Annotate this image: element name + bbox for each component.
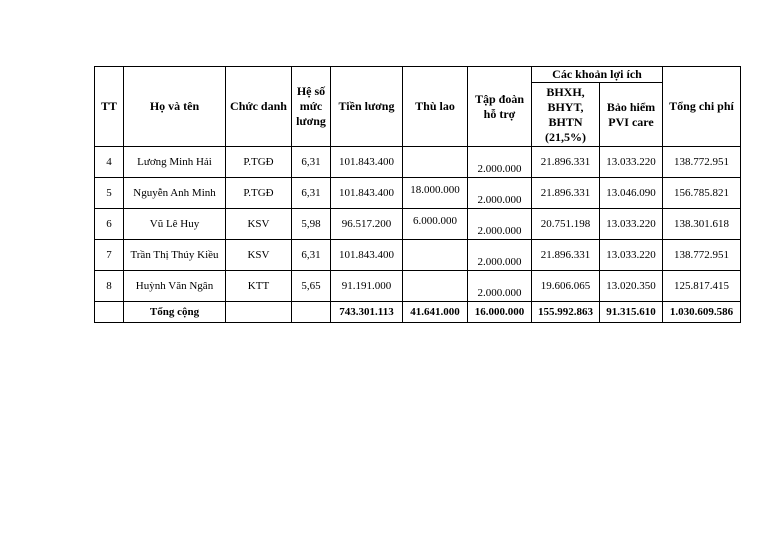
- cell-group-support: 2.000.000: [468, 240, 532, 271]
- cell-salary: 101.843.400: [331, 240, 403, 271]
- total-pvi: 91.315.610: [600, 302, 663, 323]
- cell-position: P.TGĐ: [226, 147, 292, 178]
- header-insurance: BHXH, BHYT, BHTN (21,5%): [532, 83, 600, 147]
- cell-position: P.TGĐ: [226, 178, 292, 209]
- cell-remuneration: 18.000.000: [403, 178, 468, 209]
- cell-total: 125.817.415: [663, 271, 741, 302]
- cell-total: 156.785.821: [663, 178, 741, 209]
- cell-tt: 6: [95, 209, 124, 240]
- total-remuneration: 41.641.000: [403, 302, 468, 323]
- table-row: [95, 209, 741, 240]
- cell-tt: 5: [95, 178, 124, 209]
- cell-salary: 96.517.200: [331, 209, 403, 240]
- table-row: [95, 147, 741, 178]
- cell-group-support: 2.000.000: [468, 209, 532, 240]
- cell-total: 138.301.618: [663, 209, 741, 240]
- table-row: [95, 178, 741, 209]
- cell-position: KTT: [226, 271, 292, 302]
- cell-coefficient: 5,98: [292, 209, 331, 240]
- cell-name: Trần Thị Thúy Kiều: [124, 240, 226, 271]
- cell-pvi: 13.020.350: [600, 271, 663, 302]
- cell-coefficient: 6,31: [292, 240, 331, 271]
- cell-coefficient: 6,31: [292, 178, 331, 209]
- cell-remuneration: 6.000.000: [403, 209, 468, 240]
- total-row: [95, 302, 741, 323]
- cell-coefficient: 6,31: [292, 147, 331, 178]
- header-tt: TT: [95, 67, 124, 147]
- cell-name: Lương Minh Hải: [124, 147, 226, 178]
- cell-insurance: 21.896.331: [532, 178, 600, 209]
- cell-name: Huỳnh Văn Ngân: [124, 271, 226, 302]
- cell-salary: 101.843.400: [331, 178, 403, 209]
- header-pvi: Bảo hiểm PVI care: [600, 83, 663, 147]
- header-coefficient: Hệ số mức lương: [292, 67, 331, 147]
- header-group-support: Tập đoàn hỗ trợ: [468, 67, 532, 147]
- cell-tt: 8: [95, 271, 124, 302]
- cell-salary: 101.843.400: [331, 147, 403, 178]
- cell-position: KSV: [226, 209, 292, 240]
- cell-remuneration: [403, 271, 468, 302]
- cell-position: KSV: [226, 240, 292, 271]
- cell-pvi: 13.033.220: [600, 209, 663, 240]
- cell-tt: 7: [95, 240, 124, 271]
- table-row: [95, 240, 741, 271]
- table-row: [95, 271, 741, 302]
- header-remuneration: Thù lao: [403, 67, 468, 147]
- cell-total: 138.772.951: [663, 147, 741, 178]
- cell-coefficient: 5,65: [292, 271, 331, 302]
- cell-total: 138.772.951: [663, 240, 741, 271]
- cell-pvi: 13.033.220: [600, 147, 663, 178]
- cell-insurance: 19.606.065: [532, 271, 600, 302]
- cell-name: Vũ Lê Huy: [124, 209, 226, 240]
- cell-remuneration: [403, 240, 468, 271]
- cell-group-support: 2.000.000: [468, 271, 532, 302]
- header-position: Chức danh: [226, 67, 292, 147]
- header-total: Tổng chi phí: [663, 67, 741, 147]
- salary-table: [94, 66, 741, 323]
- total-group-support: 16.000.000: [468, 302, 532, 323]
- cell-insurance: 21.896.331: [532, 240, 600, 271]
- cell-pvi: 13.046.090: [600, 178, 663, 209]
- cell-salary: 91.191.000: [331, 271, 403, 302]
- cell-tt: 4: [95, 147, 124, 178]
- cell-position-empty: [226, 302, 292, 323]
- total-label: Tổng cộng: [124, 302, 226, 323]
- cell-group-support: 2.000.000: [468, 147, 532, 178]
- total-insurance: 155.992.863: [532, 302, 600, 323]
- cell-insurance: 20.751.198: [532, 209, 600, 240]
- total-salary: 743.301.113: [331, 302, 403, 323]
- header-name: Họ và tên: [124, 67, 226, 147]
- header-salary: Tiền lương: [331, 67, 403, 147]
- cell-insurance: 21.896.331: [532, 147, 600, 178]
- cell-pvi: 13.033.220: [600, 240, 663, 271]
- total-total: 1.030.609.586: [663, 302, 741, 323]
- cell-group-support: 2.000.000: [468, 178, 532, 209]
- cell-tt-empty: [95, 302, 124, 323]
- cell-name: Nguyễn Anh Minh: [124, 178, 226, 209]
- cell-coefficient-empty: [292, 302, 331, 323]
- cell-remuneration: [403, 147, 468, 178]
- header-benefits: Các khoản lợi ích: [532, 67, 663, 83]
